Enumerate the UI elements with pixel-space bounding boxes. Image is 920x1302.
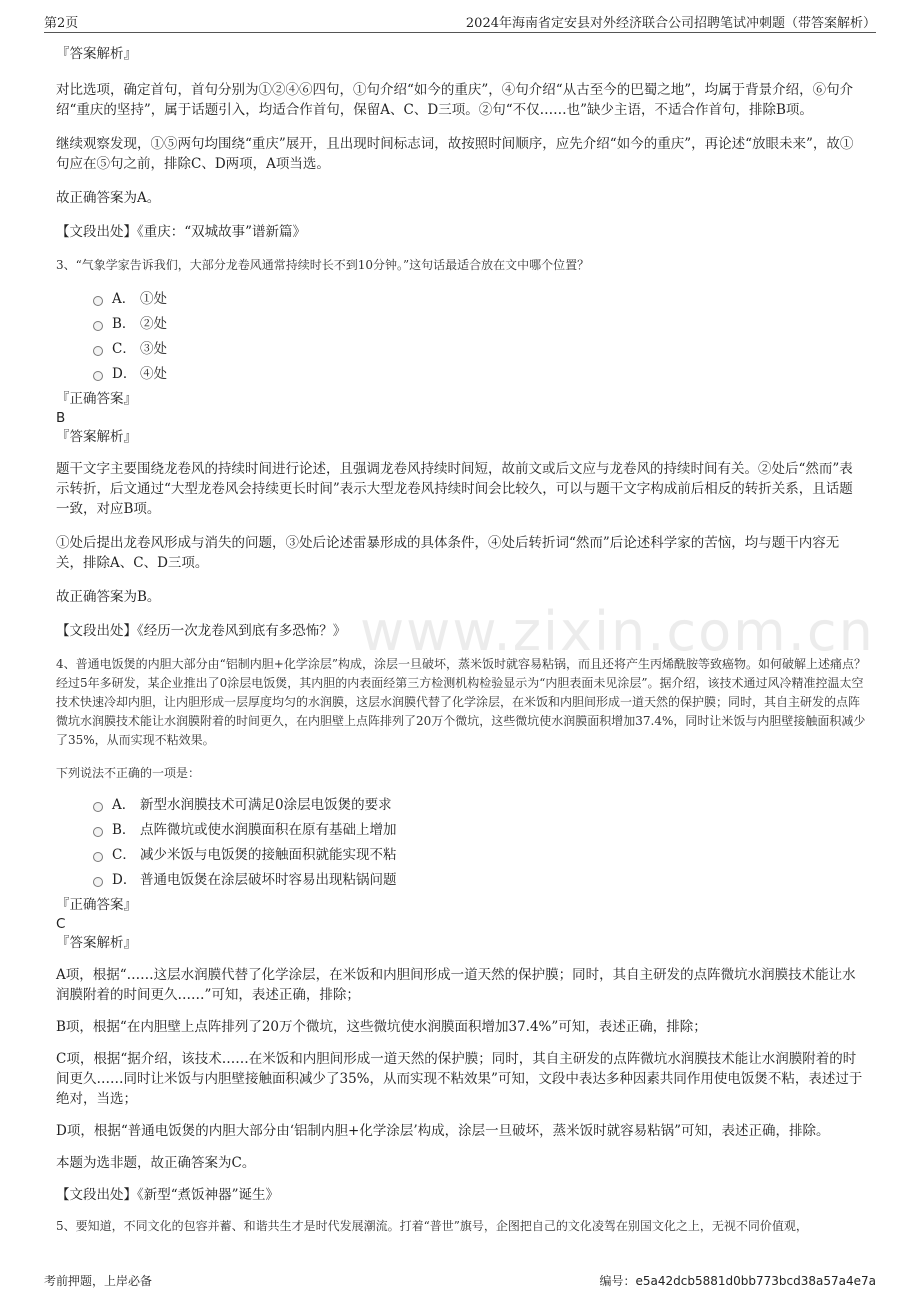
option-b[interactable]: B． ②处	[56, 312, 866, 337]
option-d[interactable]: D． ④处	[56, 362, 866, 387]
analysis-label: 『答案解析』	[56, 935, 137, 951]
analysis-paragraph: C项，根据“据介绍，该技术……在米饭和内胆间形成一道天然的保护膜；同时，其自主研发的点阵微坑水润膜技术能让水润膜附着的时间更久……同时让米饭与内胆壁接触面积减少了35%，从而实现不粘效果”可知，文段中表达多种因素共同作用使电饭煲不粘，表述过于绝对，当选；	[56, 1051, 863, 1107]
radio-icon[interactable]	[93, 371, 103, 381]
footer-slogan: 考前押题，上岸必备	[44, 1274, 153, 1288]
option-c[interactable]: C． 减少米饭与电饭煲的接触面积就能实现不粘	[56, 843, 866, 868]
correct-answer-label: 『正确答案』	[56, 391, 137, 407]
analysis-paragraph: B项，根据“在内胆壁上点阵排列了20万个微坑，这些微坑使水润膜面积增加37.4%”可知，表述正确，排除；	[56, 1019, 707, 1035]
document-title: 2024年海南省定安县对外经济联合公司招聘笔试冲刺题（带答案解析）	[465, 16, 876, 31]
analysis-paragraph: 对比选项，确定首句，首句分别为①②④⑥四句，①句介绍“如今的重庆”，④句介绍“从古至今的巴蜀之地”，均属于背景介绍，⑥句介绍“重庆的坚持”，属于话题引入，均适合作首句，保留A、C、D三项。②句“不仅……也”缺少主语，不适合作首句，排除B项。	[56, 82, 854, 118]
question-3: 3、“气象学家告诉我们，大部分龙卷风通常持续时长不到10分钟。”这句话最适合放在文中哪个位置？	[56, 258, 590, 272]
radio-icon[interactable]	[93, 296, 103, 306]
option-a[interactable]: A． ①处	[56, 287, 866, 312]
analysis-label: 『答案解析』	[56, 46, 137, 62]
conclusion: 故正确答案为A。	[56, 190, 161, 206]
document-id: 编号：e5a42dcb5881d0bb773bcd38a57a4e7a	[599, 1274, 876, 1288]
watermark: www.zixin.com.cn	[360, 600, 875, 663]
radio-icon[interactable]	[93, 802, 103, 812]
page-footer	[44, 1272, 876, 1289]
options-list	[56, 793, 866, 893]
page-header	[44, 12, 876, 33]
correct-answer: B	[56, 410, 66, 426]
conclusion: 故正确答案为B。	[56, 589, 161, 605]
option-a[interactable]: A． 新型水润膜技术可满足0涂层电饭煲的要求	[56, 793, 866, 818]
analysis-paragraph: 题干文字主要围绕龙卷风的持续时间进行论述，且强调龙卷风持续时间短，故前文或后文应与龙卷风的持续时间有关。②处后“然而”表示转折，后文通过“大型龙卷风会持续更长时间”表示大型龙卷风持续时间会比较久，可以与题干文字构成前后相反的转折关系，且话题一致，对应B项。	[56, 461, 853, 517]
analysis-paragraph: ①处后提出龙卷风形成与消失的问题，③处后论述雷暴形成的具体条件，④处后转折词“然而”后论述科学家的苦恼，均与题干内容无关，排除A、C、D三项。	[56, 535, 840, 571]
source-note: 【文段出处】《经历一次龙卷风到底有多恐怖？》	[56, 623, 347, 639]
option-d[interactable]: D． 普通电饭煲在涂层破坏时容易出现粘锅问题	[56, 868, 866, 893]
conclusion: 本题为选非题，故正确答案为C。	[56, 1155, 256, 1171]
radio-icon[interactable]	[93, 877, 103, 887]
page-number: 第2页	[44, 16, 79, 31]
analysis-paragraph: A项，根据“……这层水润膜代替了化学涂层，在米饭和内胆间形成一道天然的保护膜；同时，其自主研发的点阵微坑水润膜技术能让水润膜附着的时间更久……”可知，表述正确，排除；	[56, 967, 856, 1003]
question-4-passage: 4、普通电饭煲的内胆大部分由“铝制内胆+化学涂层”构成，涂层一旦破坏，蒸米饭时就容易粘锅，而且还将产生丙烯酰胺等致癌物。如何破解上述痛点？经过5年多研发，某企业推出了0涂层电饭煲，其内胆的内表面经第三方检测机构检验显示为“内胆表面未见涂层”。据介绍，该技术通过风冷精准控温太空技术快速冷却内胆，让内胆形成一层厚度均匀的水润膜，这层水润膜代替了化学涂层，在米饭和内胆间形成一道天然的保护膜；同时，其自主研发的点阵微坑水润膜技术能让水润膜附着的时间更久，在内胆壁上点阵排列了20万个微坑，这些微坑使水润膜面积增加37.4%，同时让米饭与内胆壁接触面积减少了35%，从而实现不粘效果。	[56, 657, 866, 747]
correct-answer: C	[56, 916, 66, 932]
source-note: 【文段出处】《重庆：“双城故事”谱新篇》	[56, 224, 307, 240]
question-5-passage: 5、要知道，不同文化的包容并蓄、和谐共生才是时代发展潮流。打着“普世”旗号，企图把自己的文化凌驾在别国文化之上，无视不同价值观，	[56, 1219, 808, 1233]
radio-icon[interactable]	[93, 827, 103, 837]
analysis-paragraph: 继续观察发现，①⑤两句均围绕“重庆”展开，且出现时间标志词，故按照时间顺序，应先介绍“如今的重庆”，再论述“放眼未来”，故①句应在⑤句之前，排除C、D两项，A项当选。	[56, 136, 854, 172]
correct-answer-label: 『正确答案』	[56, 897, 137, 913]
analysis-paragraph: D项，根据“普通电饭煲的内胆大部分由‘铝制内胆+化学涂层’构成，涂层一旦破坏，蒸米饭时就容易粘锅”可知，表述正确，排除。	[56, 1123, 830, 1139]
options-list	[56, 287, 866, 387]
option-c[interactable]: C． ③处	[56, 337, 866, 362]
document-body	[56, 44, 866, 1236]
radio-icon[interactable]	[93, 321, 103, 331]
question-4: 下列说法不正确的一项是：	[56, 766, 201, 780]
option-b[interactable]: B． 点阵微坑或使水润膜面积在原有基础上增加	[56, 818, 866, 843]
radio-icon[interactable]	[93, 346, 103, 356]
analysis-label: 『答案解析』	[56, 429, 137, 445]
source-note: 【文段出处】《新型“煮饭神器”诞生》	[56, 1187, 280, 1203]
radio-icon[interactable]	[93, 852, 103, 862]
